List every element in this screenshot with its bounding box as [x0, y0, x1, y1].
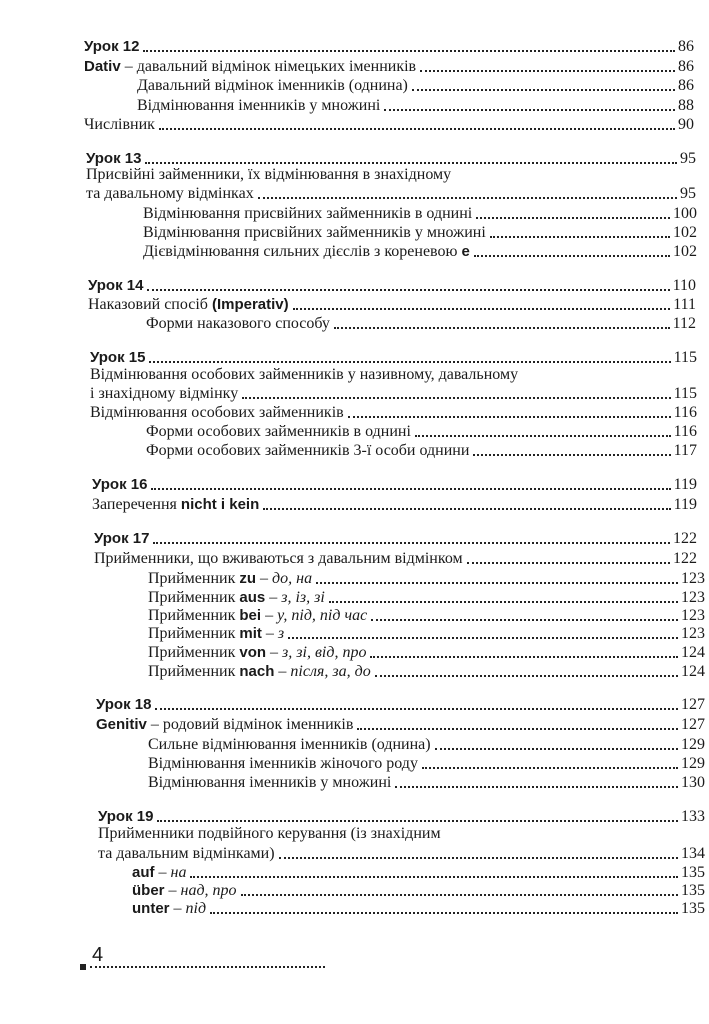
toc-entry[interactable]	[86, 183, 696, 203]
entry-title: Прийменник	[148, 644, 236, 661]
toc-lesson-12[interactable]	[84, 36, 694, 56]
leader-dots	[241, 894, 678, 896]
toc-subentry[interactable]	[148, 734, 705, 754]
leader-dots	[473, 454, 670, 456]
toc-subentry[interactable]	[146, 421, 697, 441]
toc-subentry[interactable]	[137, 75, 694, 95]
entry-title: Прийменник	[148, 607, 236, 624]
toc-lesson-13[interactable]	[86, 148, 696, 168]
leader-dots	[435, 748, 678, 750]
leader-dots	[348, 416, 671, 418]
page-number: 135	[681, 900, 705, 917]
page-number: 86	[678, 38, 694, 55]
toc-lesson-16[interactable]	[92, 474, 697, 494]
translation: над, про	[180, 882, 237, 899]
entry-title: Прийменники, що вживаються з давальним відмінком	[94, 550, 463, 567]
page-number: 86	[678, 58, 694, 75]
german-preposition: zu	[239, 570, 257, 587]
entry-title: Форми особових займенників в однині	[146, 423, 411, 440]
leader-dots	[258, 197, 677, 199]
entry-title: Заперечення	[92, 496, 177, 513]
entry-title: та давальним відмінками)	[98, 845, 275, 862]
page-number: 127	[681, 716, 705, 733]
toc-subentry[interactable]: Прийменник aus – з, із, зі 123	[148, 589, 705, 606]
translation: з	[277, 625, 285, 642]
lesson-title: Урок 13	[86, 150, 142, 167]
toc-lesson-18[interactable]	[96, 694, 705, 714]
page-number: 129	[681, 736, 705, 753]
leader-dots	[467, 562, 670, 564]
leader-dots	[329, 601, 678, 603]
toc-entry[interactable]	[88, 294, 696, 314]
leader-dots	[316, 582, 678, 584]
page-number: 127	[681, 696, 705, 713]
toc-entry[interactable]	[92, 494, 697, 514]
entry-title: Дієвідмінювання сильних дієслів з кореневою	[143, 243, 458, 260]
toc-lesson-14[interactable]	[88, 275, 696, 295]
leader-dots	[155, 708, 678, 710]
entry-title: Відмінювання іменників жіночого роду	[148, 755, 418, 772]
toc-entry[interactable]	[94, 548, 697, 568]
toc-lesson-17[interactable]	[94, 528, 697, 548]
entry-title-line1: Відмінювання особових займенників у називному, давальному	[90, 366, 519, 383]
translation: з, із, зі	[281, 589, 325, 606]
leader-dots	[476, 217, 670, 219]
page-number: 130	[681, 774, 705, 791]
entry-title-line1: Присвійні займенники, їх відмінювання в знахідному	[86, 166, 452, 183]
lesson-title: Урок 14	[88, 277, 144, 294]
leader-dots	[159, 128, 675, 130]
entry-title: Прийменник	[148, 663, 236, 680]
german-preposition: auf	[132, 864, 155, 881]
page-number: 102	[673, 243, 697, 260]
german-preposition: über	[132, 882, 165, 899]
page-number: 129	[681, 755, 705, 772]
toc-subentry[interactable]	[148, 753, 705, 773]
entry-title: та давальному відмінках	[86, 185, 254, 202]
toc-entry[interactable]	[96, 714, 705, 734]
entry-title: Відмінювання іменників у множині	[137, 97, 381, 114]
toc-subentry[interactable]: Прийменник bei – у, під, під час 123	[148, 607, 705, 624]
page-number: 135	[681, 864, 705, 881]
toc-lesson-15[interactable]	[90, 347, 697, 367]
leader-dots	[149, 361, 670, 363]
german-preposition: nach	[239, 663, 275, 680]
page-number: 122	[673, 530, 697, 547]
leader-dots	[279, 857, 678, 859]
page-number: 90	[678, 116, 694, 133]
leader-dots	[490, 236, 670, 238]
leader-dots	[153, 542, 670, 544]
leader-dots	[474, 255, 670, 257]
page-number: 115	[673, 385, 697, 402]
page-number: 135	[681, 882, 705, 899]
toc-entry[interactable]	[90, 383, 697, 403]
leader-dots	[190, 876, 678, 878]
german-term: Dativ	[84, 58, 121, 75]
lesson-title: Урок 17	[94, 530, 150, 547]
toc-subentry[interactable]	[143, 203, 697, 223]
entry-title: Прийменник	[148, 625, 236, 642]
translation: з, зі, від, про	[282, 644, 367, 661]
page-number: 102	[673, 224, 697, 241]
lesson-title: Урок 12	[84, 38, 140, 55]
page-number: 119	[673, 496, 697, 513]
entry-title: Відмінювання іменників у множині	[148, 774, 392, 791]
german-preposition: mit	[239, 625, 262, 642]
footer-square-mark	[80, 964, 86, 970]
page-number: 134	[681, 845, 705, 862]
page-number: 123	[681, 589, 705, 606]
toc-entry[interactable]	[98, 843, 705, 863]
toc-entry[interactable]	[84, 56, 694, 76]
leader-dots	[415, 435, 671, 437]
lesson-title: Урок 16	[92, 476, 148, 493]
toc-entry[interactable]	[84, 114, 694, 134]
page-number: 123	[681, 607, 705, 624]
page-number: 116	[673, 404, 697, 421]
translation: до, на	[272, 570, 313, 587]
toc-lesson-19[interactable]	[98, 806, 705, 826]
entry-title: Числівник	[84, 116, 155, 133]
german-preposition: bei	[239, 607, 262, 624]
translation: під	[185, 900, 207, 917]
leader-dots	[375, 675, 678, 677]
leader-dots	[157, 820, 678, 822]
toc-subentry[interactable]	[146, 313, 696, 333]
german-preposition: aus	[239, 589, 266, 606]
translation: у, під, під час	[277, 607, 368, 624]
toc-subentry[interactable]: Прийменник zu – до, на 123	[148, 570, 705, 587]
leader-dots	[357, 728, 678, 730]
entry-title: Наказовий спосіб	[88, 296, 208, 313]
leader-dots	[242, 397, 670, 399]
entry-title: і знахідному відмінку	[90, 385, 239, 402]
page-number: 123	[681, 570, 705, 587]
leader-dots	[263, 508, 670, 510]
toc-subentry[interactable]: Прийменник mit – з 123	[148, 625, 705, 642]
toc-entry[interactable]	[90, 402, 697, 422]
leader-dots	[145, 162, 677, 164]
leader-dots	[422, 767, 678, 769]
german-term: Genitiv	[96, 716, 147, 733]
german-term: nicht і kein	[180, 496, 260, 513]
page-number: 124	[681, 663, 705, 680]
page-number: 122	[673, 550, 697, 567]
leader-dots	[371, 619, 678, 621]
entry-title: Форми особових займенників 3-ї особи однини	[146, 442, 470, 459]
lesson-title: Урок 19	[98, 808, 154, 825]
leader-dots	[147, 289, 669, 291]
leader-dots	[412, 89, 675, 91]
toc-subentry[interactable]: unter – під 135	[132, 900, 705, 917]
entry-title: Прийменник	[148, 589, 236, 606]
german-preposition: unter	[132, 900, 170, 917]
leader-dots	[293, 308, 671, 310]
page-number: 110	[672, 277, 696, 294]
page-number: 117	[673, 442, 697, 459]
toc-subentry[interactable]: Прийменник nach – після, за, до 124	[148, 663, 705, 680]
page-number: 124	[681, 644, 705, 661]
entry-title: Сильне відмінювання іменників (однина)	[148, 736, 431, 753]
leader-dots	[384, 109, 675, 111]
toc-subentry[interactable]: auf – на 135	[132, 864, 705, 881]
translation: після, за, до	[290, 663, 371, 680]
page-number: 95	[680, 185, 696, 202]
toc-subentry[interactable]: Прийменник von – з, зі, від, про 124	[148, 644, 705, 661]
lesson-title: Урок 15	[90, 349, 146, 366]
page-footer-number: 4	[92, 944, 104, 966]
page-number: 119	[673, 476, 697, 493]
leader-dots	[288, 637, 678, 639]
entry-title: Прийменник	[148, 570, 236, 587]
leader-dots	[143, 50, 675, 52]
german-term: е	[461, 243, 470, 260]
entry-title: Відмінювання присвійних займенників у множині	[143, 224, 486, 241]
toc-subentry[interactable]	[143, 222, 697, 242]
leader-dots	[151, 488, 670, 490]
page-number: 116	[673, 423, 697, 440]
page-number: 133	[681, 808, 705, 825]
entry-title-line1: Прийменники подвійного керування (із знахідним	[98, 825, 441, 842]
entry-title: Відмінювання присвійних займенників в однині	[143, 205, 473, 222]
toc-subentry[interactable]: über – над, про 135	[132, 882, 705, 899]
entry-title: Давальний відмінок іменників (однина)	[137, 77, 408, 94]
page-number: 115	[673, 349, 697, 366]
leader-dots	[210, 912, 678, 914]
german-term: (Imperativ)	[211, 296, 289, 313]
page-number: 111	[673, 296, 696, 313]
page-number: 86	[678, 77, 694, 94]
leader-dots	[334, 327, 670, 329]
lesson-title: Урок 18	[96, 696, 152, 713]
page-number: 100	[673, 205, 697, 222]
toc-subentry[interactable]	[137, 95, 694, 115]
page-number: 88	[678, 97, 694, 114]
entry-title: Відмінювання особових займенників	[90, 404, 344, 421]
entry-title: – родовий відмінок іменників	[146, 716, 354, 733]
footer-dotted-rule	[90, 966, 325, 968]
entry-title: – давальний відмінок німецьких іменників	[120, 58, 417, 75]
leader-dots	[370, 656, 678, 658]
page-number: 123	[681, 625, 705, 642]
german-preposition: von	[239, 644, 267, 661]
translation: на	[170, 864, 187, 881]
toc-subentry[interactable]	[146, 440, 697, 460]
page-number: 112	[672, 315, 696, 332]
entry-title: Форми наказового способу	[146, 315, 330, 332]
leader-dots	[395, 786, 678, 788]
page-number: 95	[680, 150, 696, 167]
leader-dots	[420, 70, 675, 72]
toc-subentry[interactable]	[143, 241, 697, 261]
toc-subentry[interactable]	[148, 772, 705, 792]
